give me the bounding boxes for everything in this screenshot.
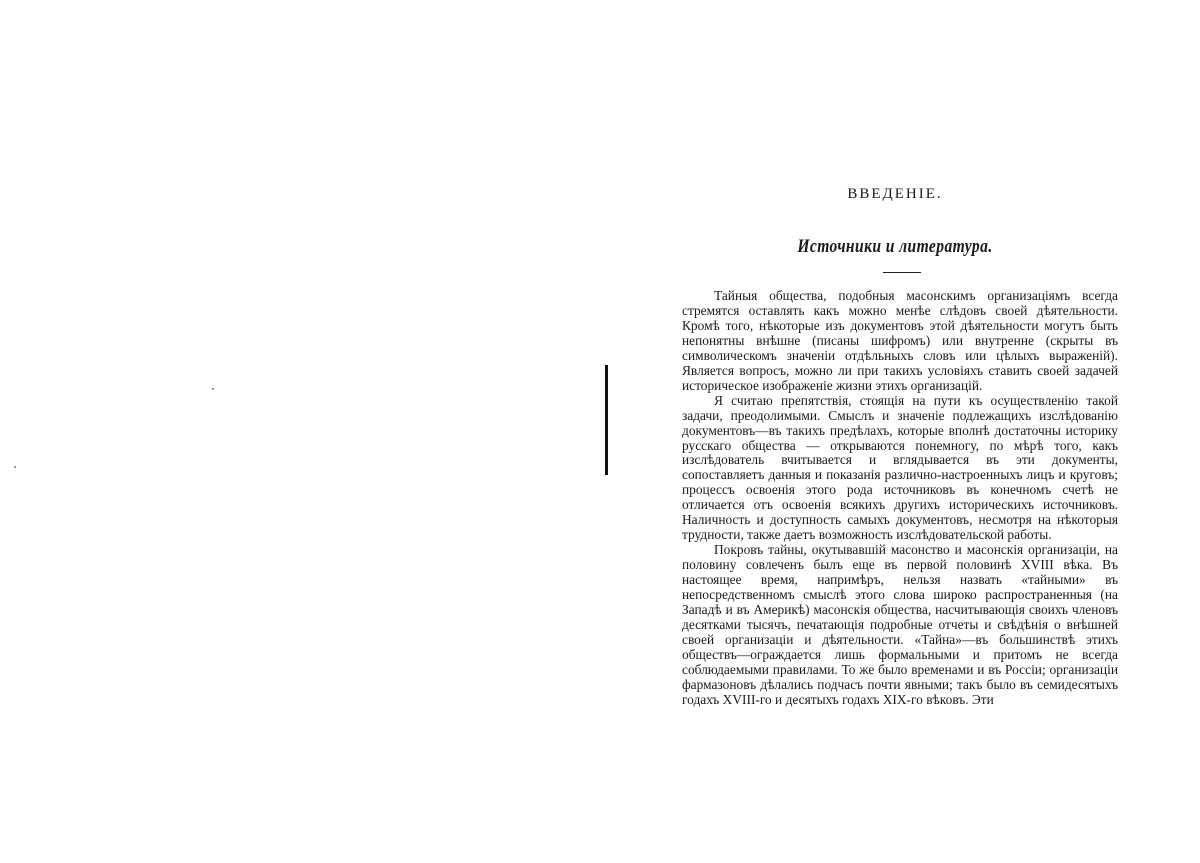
- section-title: ВВЕДЕНІЕ.: [847, 186, 943, 202]
- paragraph: Я считаю препятствія, стоящія на пути къ осуществленію такой задачи, преодолимыми. Смыслъ и значеніе подлежащихъ изслѣдованію документовъ—въ такихъ предѣлахъ, которые вполнѣ достаточны историку русскаго общества — открываются понемногу, по мѣрѣ того, какъ изслѣдователь вчитывается и вглядывается въ эти документы, сопоставляетъ данныя и показанія различно-настроенныхъ лицъ и круговъ; процессъ освоенія этого рода источниковъ въ конечномъ счетѣ не отличается отъ освоенія всякихъ другихъ историческихъ источниковъ. Наличность и доступность самыхъ документовъ, несмотря на нѣкоторыя трудности, также даетъ возможность изслѣдовательской работы.: [682, 392, 1118, 543]
- scan-speck: [14, 466, 16, 468]
- heading-rule: [883, 272, 921, 273]
- body-text: [682, 289, 1118, 708]
- scan-speck: [212, 388, 214, 390]
- paragraph: Тайныя общества, подобныя масонскимъ организаціямъ всегда стремятся оставлять какъ можно менѣе слѣдовъ своей дѣятельности. Кромѣ того, нѣкоторые изъ документовъ этой дѣятельности могутъ быть непонятны внѣшне (писаны шифромъ) или внутренне (скрыты въ символическомъ значеніи отдѣльныхъ словъ или цѣлыхъ выраженій). Является вопросъ, можно ли при такихъ условіяхъ ставить своей задачей историческое изображеніе жизни этихъ организацій.: [682, 288, 1118, 393]
- right-page: [660, 0, 1200, 863]
- paragraph: Покровъ тайны, окутывавшій масонство и масонскія организаціи, на половину совлеченъ былъ еще въ первой половинѣ XVIII вѣка. Въ настоящее время, напримѣръ, нельзя назвать «тайными» въ непосредственномъ смыслѣ этого слова широко распространенныя (на Западѣ и въ Америкѣ) масонскія общества, насчитывающія своихъ членовъ десятками тысячъ, печатающія подробные отчеты и свѣдѣнія о внѣшней своей организаціи и дѣятельности. «Тайна»—въ большинствѣ этихъ обществъ—ограждается лишь формальными и притомъ не всегда соблюдаемыми правилами. То же было временами и въ Россіи; организаціи фармазоновъ дѣлались подчасъ почти явными; такъ было въ семидесятыхъ годахъ XVIII-го и десятыхъ годахъ XIX-го вѣковъ. Эти: [682, 542, 1118, 707]
- subsection-title: Источники и литература.: [797, 236, 993, 257]
- binding-mark: [605, 365, 608, 475]
